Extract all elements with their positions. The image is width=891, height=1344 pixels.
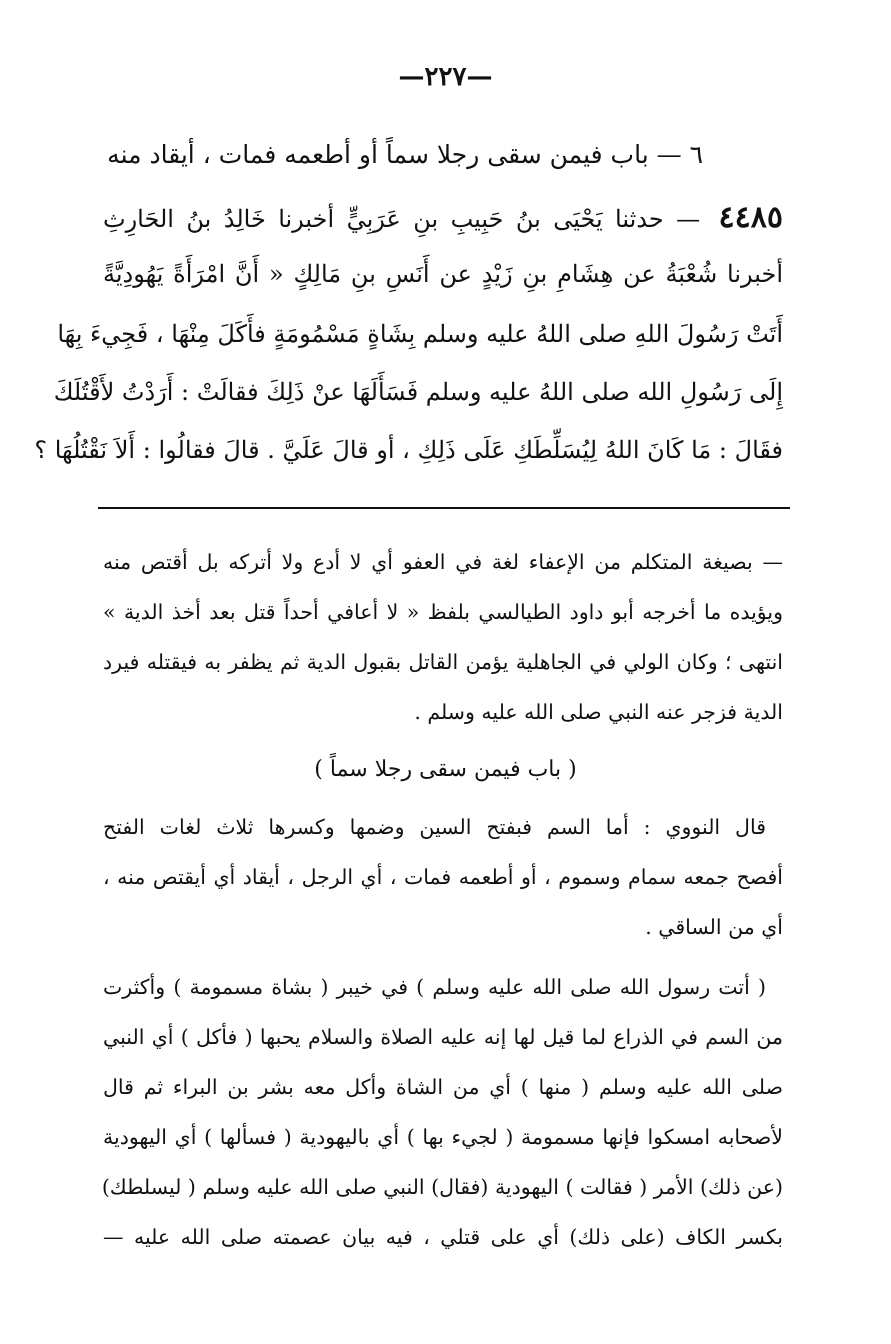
nawawi-line-2: أفصح جمعه سمام وسموم ، أو أطعمه فمات ، أي الرجل ، أيقاد أي أيقتص منه ،	[103, 865, 783, 889]
sub-heading: ( باب فيمن سقى رجلا سماً )	[314, 757, 577, 782]
commentary-top-line-3: انتهى ؛ وكان الولي في الجاهلية يؤمن القاتل بقبول الدية ثم يظفر به فيقتله فيرد	[103, 650, 783, 674]
footnote-divider	[98, 507, 790, 509]
commentary-line-4: لأصحابه امسكوا فإنها مسمومة ( لجيء بها ) أي باليهودية ( فسألها ) أي اليهودية	[103, 1125, 783, 1149]
hadith-line-4: إِلَى رَسُولِ الله صلى اللهُ عليه وسلم فَسَأَلَهَا عنْ ذَلِكَ فقالَتْ : أَرَدْتُ لأَقْتُلَكَ	[53, 378, 783, 406]
hadith-number: ٤٤٨٥	[718, 200, 783, 235]
commentary-top-line-1: — بصيغة المتكلم من الإعفاء لغة في العفو أي لا أدع ولا أتركه بل أقتص منه	[103, 550, 783, 574]
commentary-top-line-4: الدية فزجر عنه النبي صلى الله عليه وسلم .	[414, 700, 783, 724]
hadith-line-3: أَتَتْ رَسُولَ اللهِ صلى اللهُ عليه وسلم بِشَاةٍ مَسْمُومَةٍ فأَكَلَ مِنْهَا ، فَجِيءَ بِهَا	[57, 320, 783, 348]
hadith-line-1	[103, 200, 783, 235]
commentary-line-3: صلى الله عليه وسلم ( منها ) أي من الشاة وأكل معه بشر بن البراء ثم قال	[103, 1075, 783, 1099]
hadith-text: — حدثنا يَحْيَى بنُ حَبِيبِ بنِ عَرَبِيٍّ أخبرنا خَالِدُ بنُ الحَارِثِ	[103, 205, 701, 233]
hadith-line-5: فقَالَ : مَا كَانَ اللهُ لِيُسَلِّطَكِ عَلَى ذَلِكِ ، أو قالَ عَلَيَّ . قالَ فقالُوا : أَلاَ نَقْتُلُهَا ؟	[34, 436, 783, 464]
commentary-top-line-2: ويؤيده ما أخرجه أبو داود الطيالسي بلفظ « لا أعافي أحداً قتل بعد أخذ الدية »	[103, 600, 783, 624]
commentary-line-5: (عن ذلك) الأمر ( فقالت ) اليهودية (فقال) النبي صلى الله عليه وسلم ( ليسلطك)	[101, 1175, 783, 1199]
nawawi-line-1: قال النووي : أما السم فبفتح السين وضمها وكسرها ثلاث لغات الفتح	[103, 815, 766, 839]
page-number: —٢٢٧—	[398, 62, 493, 92]
chapter-heading: ٦ — باب فيمن سقى رجلا سماً أو أطعمه فمات ، أيقاد منه	[107, 140, 703, 169]
hadith-line-2: أخبرنا شُعْبَةُ عن هِشَامِ بنِ زَيْدٍ عن أَنَسِ بنِ مَالِكٍ « أَنَّ امْرَأَةً يَهُودِيَّةً	[103, 260, 783, 288]
commentary-line-6: بكسر الكاف (على ذلك) أي على قتلي ، فيه بيان عصمته صلى الله عليه —	[103, 1225, 783, 1249]
commentary-line-2: من السم في الذراع لما قيل لها إنه عليه الصلاة والسلام يحبها ( فأكل ) أي النبي	[103, 1025, 783, 1049]
commentary-line-1: ( أتت رسول الله صلى الله عليه وسلم ) في خيبر ( بشاة مسمومة ) وأكثرت	[103, 975, 766, 999]
nawawi-line-3: أي من الساقي .	[645, 915, 783, 939]
